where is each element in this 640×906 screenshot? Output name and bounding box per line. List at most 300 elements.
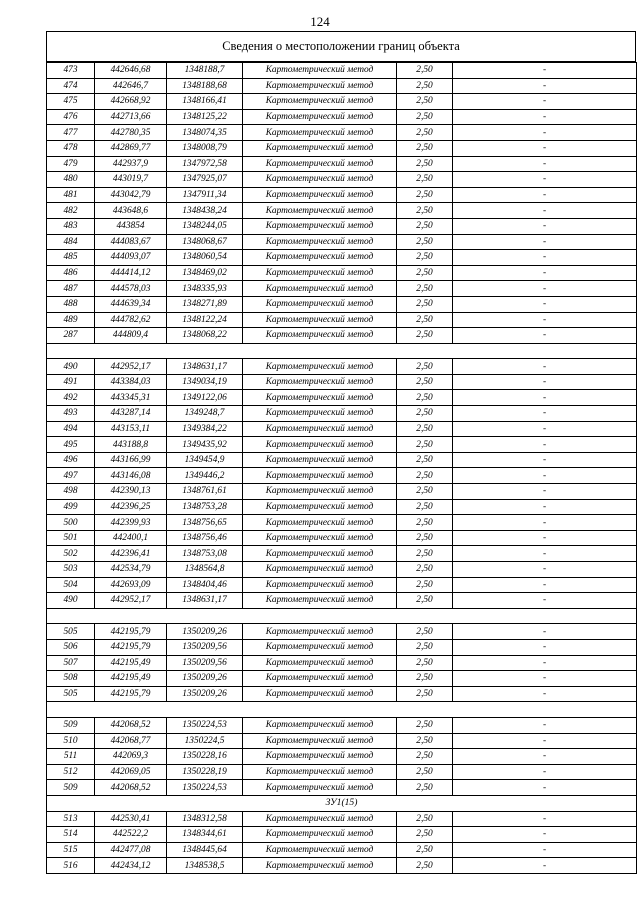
x-coordinate-cell: 442477,08 (95, 842, 167, 858)
note-cell: - (453, 577, 637, 593)
point-number-cell: 478 (47, 140, 95, 156)
y-coordinate-cell: 1348125,22 (167, 109, 243, 125)
table-row (47, 78, 637, 94)
y-coordinate-cell: 1349122,06 (167, 390, 243, 406)
x-coordinate-cell: 444414,12 (95, 265, 167, 281)
point-number-cell: 496 (47, 452, 95, 468)
y-coordinate-cell: 1350224,53 (167, 780, 243, 796)
table-row (47, 374, 637, 390)
accuracy-cell: 2,50 (397, 624, 453, 640)
note-cell: - (453, 593, 637, 609)
method-cell: Картометрический метод (243, 499, 397, 515)
note-cell: - (453, 94, 637, 110)
y-coordinate-cell: 1348312,58 (167, 811, 243, 827)
method-cell: Картометрический метод (243, 733, 397, 749)
x-coordinate-cell: 442396,25 (95, 499, 167, 515)
y-coordinate-cell: 1348753,28 (167, 499, 243, 515)
method-cell: Картометрический метод (243, 811, 397, 827)
note-cell: - (453, 234, 637, 250)
point-number-cell: 500 (47, 515, 95, 531)
method-cell: Картометрический метод (243, 312, 397, 328)
point-number-cell: 497 (47, 468, 95, 484)
y-coordinate-cell: 1348166,41 (167, 94, 243, 110)
accuracy-cell: 2,50 (397, 390, 453, 406)
table-row (47, 63, 637, 79)
point-number-cell: 484 (47, 234, 95, 250)
point-number-cell: 510 (47, 733, 95, 749)
x-coordinate-cell: 442693,09 (95, 577, 167, 593)
table-row (47, 577, 637, 593)
table-row (47, 562, 637, 578)
method-cell: Картометрический метод (243, 530, 397, 546)
note-cell: - (453, 281, 637, 297)
accuracy-cell: 2,50 (397, 156, 453, 172)
y-coordinate-cell: 1350209,56 (167, 655, 243, 671)
y-coordinate-cell: 1347911,34 (167, 187, 243, 203)
table-row (47, 639, 637, 655)
x-coordinate-cell: 442195,79 (95, 639, 167, 655)
note-cell: - (453, 686, 637, 702)
method-cell: Картометрический метод (243, 842, 397, 858)
x-coordinate-cell: 442869,77 (95, 140, 167, 156)
method-cell: Картометрический метод (243, 359, 397, 375)
y-coordinate-cell: 1349384,22 (167, 421, 243, 437)
table-row (47, 140, 637, 156)
point-number-cell: 503 (47, 562, 95, 578)
note-cell: - (453, 780, 637, 796)
method-cell: Картометрический метод (243, 515, 397, 531)
boundary-points-table (46, 62, 637, 874)
method-cell: Картометрический метод (243, 109, 397, 125)
table-row (47, 468, 637, 484)
point-number-cell: 499 (47, 499, 95, 515)
note-cell: - (453, 858, 637, 874)
accuracy-cell: 2,50 (397, 655, 453, 671)
x-coordinate-cell: 443287,14 (95, 406, 167, 422)
x-coordinate-cell: 442780,35 (95, 125, 167, 141)
accuracy-cell: 2,50 (397, 94, 453, 110)
page-number: 124 (310, 14, 330, 29)
y-coordinate-cell: 1348244,05 (167, 218, 243, 234)
point-number-cell: 482 (47, 203, 95, 219)
point-number-cell: 489 (47, 312, 95, 328)
y-coordinate-cell: 1348068,22 (167, 328, 243, 344)
accuracy-cell: 2,50 (397, 359, 453, 375)
point-number-cell: 507 (47, 655, 95, 671)
note-cell: - (453, 187, 637, 203)
note-cell: - (453, 749, 637, 765)
table-row (47, 296, 637, 312)
x-coordinate-cell: 442952,17 (95, 359, 167, 375)
method-cell: Картометрический метод (243, 593, 397, 609)
note-cell: - (453, 296, 637, 312)
point-number-cell: 475 (47, 94, 95, 110)
point-number-cell: 505 (47, 624, 95, 640)
note-cell: - (453, 562, 637, 578)
x-coordinate-cell: 443384,03 (95, 374, 167, 390)
accuracy-cell: 2,50 (397, 530, 453, 546)
point-number-cell: 502 (47, 546, 95, 562)
note-cell: - (453, 312, 637, 328)
note-cell: - (453, 390, 637, 406)
accuracy-cell: 2,50 (397, 639, 453, 655)
x-coordinate-cell: 443153,11 (95, 421, 167, 437)
table-row (47, 250, 637, 266)
accuracy-cell: 2,50 (397, 125, 453, 141)
x-coordinate-cell: 442068,52 (95, 780, 167, 796)
x-coordinate-cell: 443345,31 (95, 390, 167, 406)
accuracy-cell: 2,50 (397, 109, 453, 125)
separator-row (47, 608, 637, 624)
point-number-cell: 495 (47, 437, 95, 453)
note-cell: - (453, 827, 637, 843)
method-cell: Картометрический метод (243, 78, 397, 94)
note-cell: - (453, 78, 637, 94)
accuracy-cell: 2,50 (397, 717, 453, 733)
point-number-cell: 511 (47, 749, 95, 765)
table-row (47, 484, 637, 500)
point-number-cell: 491 (47, 374, 95, 390)
y-coordinate-cell: 1348756,46 (167, 530, 243, 546)
table-row (47, 359, 637, 375)
accuracy-cell: 2,50 (397, 515, 453, 531)
y-coordinate-cell: 1347972,58 (167, 156, 243, 172)
y-coordinate-cell: 1350228,19 (167, 764, 243, 780)
method-cell: Картометрический метод (243, 749, 397, 765)
accuracy-cell: 2,50 (397, 63, 453, 79)
x-coordinate-cell: 442534,79 (95, 562, 167, 578)
point-number-cell: 479 (47, 156, 95, 172)
table-row (47, 842, 637, 858)
method-cell: Картометрический метод (243, 328, 397, 344)
method-cell: Картометрический метод (243, 562, 397, 578)
point-number-cell: 509 (47, 717, 95, 733)
table-row (47, 172, 637, 188)
note-cell: - (453, 733, 637, 749)
point-number-cell: 474 (47, 78, 95, 94)
method-cell: Картометрический метод (243, 94, 397, 110)
note-cell: - (453, 515, 637, 531)
x-coordinate-cell: 443188,8 (95, 437, 167, 453)
point-number-cell: 516 (47, 858, 95, 874)
table-row (47, 328, 637, 344)
note-cell: - (453, 811, 637, 827)
note-cell: - (453, 624, 637, 640)
method-cell: Картометрический метод (243, 764, 397, 780)
accuracy-cell: 2,50 (397, 281, 453, 297)
accuracy-cell: 2,50 (397, 577, 453, 593)
method-cell: Картометрический метод (243, 827, 397, 843)
y-coordinate-cell: 1349248,7 (167, 406, 243, 422)
point-number-cell: 509 (47, 780, 95, 796)
x-coordinate-cell: 442713,66 (95, 109, 167, 125)
method-cell: Картометрический метод (243, 484, 397, 500)
table-row (47, 733, 637, 749)
point-number-cell: 492 (47, 390, 95, 406)
accuracy-cell: 2,50 (397, 234, 453, 250)
accuracy-cell: 2,50 (397, 218, 453, 234)
x-coordinate-cell: 442399,93 (95, 515, 167, 531)
y-coordinate-cell: 1348756,65 (167, 515, 243, 531)
point-number-cell: 487 (47, 281, 95, 297)
method-cell: Картометрический метод (243, 437, 397, 453)
x-coordinate-cell: 442530,41 (95, 811, 167, 827)
table-row (47, 593, 637, 609)
accuracy-cell: 2,50 (397, 562, 453, 578)
accuracy-cell: 2,50 (397, 733, 453, 749)
y-coordinate-cell: 1348188,7 (167, 63, 243, 79)
x-coordinate-cell: 443166,99 (95, 452, 167, 468)
x-coordinate-cell: 442952,17 (95, 593, 167, 609)
point-number-cell: 493 (47, 406, 95, 422)
note-cell: - (453, 639, 637, 655)
note-cell: - (453, 764, 637, 780)
x-coordinate-cell: 443648,6 (95, 203, 167, 219)
x-coordinate-cell: 442068,52 (95, 717, 167, 733)
accuracy-cell: 2,50 (397, 686, 453, 702)
note-cell: - (453, 406, 637, 422)
method-cell: Картометрический метод (243, 686, 397, 702)
section-header-row (47, 795, 637, 811)
note-cell: - (453, 468, 637, 484)
x-coordinate-cell: 442646,68 (95, 63, 167, 79)
x-coordinate-cell: 443854 (95, 218, 167, 234)
table-row (47, 827, 637, 843)
x-coordinate-cell: 444083,67 (95, 234, 167, 250)
method-cell: Картометрический метод (243, 390, 397, 406)
y-coordinate-cell: 1348631,17 (167, 593, 243, 609)
x-coordinate-cell: 442434,12 (95, 858, 167, 874)
table-row (47, 780, 637, 796)
x-coordinate-cell: 444782,62 (95, 312, 167, 328)
table-row (47, 234, 637, 250)
x-coordinate-cell: 442195,79 (95, 624, 167, 640)
accuracy-cell: 2,50 (397, 671, 453, 687)
table-row (47, 437, 637, 453)
point-number-cell: 481 (47, 187, 95, 203)
point-number-cell: 287 (47, 328, 95, 344)
x-coordinate-cell: 444093,07 (95, 250, 167, 266)
accuracy-cell: 2,50 (397, 374, 453, 390)
point-number-cell: 513 (47, 811, 95, 827)
point-number-cell: 498 (47, 484, 95, 500)
x-coordinate-cell: 442195,79 (95, 686, 167, 702)
accuracy-cell: 2,50 (397, 312, 453, 328)
method-cell: Картометрический метод (243, 250, 397, 266)
y-coordinate-cell: 1348068,67 (167, 234, 243, 250)
method-cell: Картометрический метод (243, 717, 397, 733)
method-cell: Картометрический метод (243, 624, 397, 640)
x-coordinate-cell: 443042,79 (95, 187, 167, 203)
note-cell: - (453, 109, 637, 125)
accuracy-cell: 2,50 (397, 328, 453, 344)
accuracy-cell: 2,50 (397, 593, 453, 609)
point-number-cell: 515 (47, 842, 95, 858)
accuracy-cell: 2,50 (397, 437, 453, 453)
note-cell: - (453, 421, 637, 437)
y-coordinate-cell: 1348335,93 (167, 281, 243, 297)
method-cell: Картометрический метод (243, 281, 397, 297)
point-number-cell: 512 (47, 764, 95, 780)
note-cell: - (453, 717, 637, 733)
table-row (47, 515, 637, 531)
accuracy-cell: 2,50 (397, 140, 453, 156)
note-cell: - (453, 172, 637, 188)
note-cell: - (453, 156, 637, 172)
y-coordinate-cell: 1350209,26 (167, 671, 243, 687)
y-coordinate-cell: 1348404,46 (167, 577, 243, 593)
y-coordinate-cell: 1350209,26 (167, 624, 243, 640)
y-coordinate-cell: 1347925,07 (167, 172, 243, 188)
table-row (47, 686, 637, 702)
y-coordinate-cell: 1349435,92 (167, 437, 243, 453)
separator-cell (47, 608, 637, 624)
y-coordinate-cell: 1350228,16 (167, 749, 243, 765)
table-row (47, 125, 637, 141)
point-number-cell: 486 (47, 265, 95, 281)
method-cell: Картометрический метод (243, 468, 397, 484)
table-row (47, 406, 637, 422)
y-coordinate-cell: 1349454,9 (167, 452, 243, 468)
note-cell: - (453, 125, 637, 141)
x-coordinate-cell: 444809,4 (95, 328, 167, 344)
table-row (47, 655, 637, 671)
table-row (47, 858, 637, 874)
y-coordinate-cell: 1348344,61 (167, 827, 243, 843)
point-number-cell: 494 (47, 421, 95, 437)
x-coordinate-cell: 442195,49 (95, 655, 167, 671)
y-coordinate-cell: 1348438,24 (167, 203, 243, 219)
accuracy-cell: 2,50 (397, 468, 453, 484)
method-cell: Картометрический метод (243, 172, 397, 188)
note-cell: - (453, 842, 637, 858)
note-cell: - (453, 203, 637, 219)
separator-cell (47, 343, 637, 359)
accuracy-cell: 2,50 (397, 811, 453, 827)
x-coordinate-cell: 442937,9 (95, 156, 167, 172)
table-row (47, 281, 637, 297)
method-cell: Картометрический метод (243, 639, 397, 655)
accuracy-cell: 2,50 (397, 406, 453, 422)
note-cell: - (453, 499, 637, 515)
accuracy-cell: 2,50 (397, 749, 453, 765)
x-coordinate-cell: 442396,41 (95, 546, 167, 562)
y-coordinate-cell: 1349446,2 (167, 468, 243, 484)
method-cell: Картометрический метод (243, 125, 397, 141)
table-row (47, 421, 637, 437)
accuracy-cell: 2,50 (397, 296, 453, 312)
table-row (47, 811, 637, 827)
note-cell: - (453, 359, 637, 375)
point-number-cell: 488 (47, 296, 95, 312)
note-cell: - (453, 530, 637, 546)
y-coordinate-cell: 1350209,26 (167, 686, 243, 702)
note-cell: - (453, 374, 637, 390)
table-row (47, 671, 637, 687)
table-row (47, 390, 637, 406)
method-cell: Картометрический метод (243, 452, 397, 468)
method-cell: Картометрический метод (243, 421, 397, 437)
note-cell: - (453, 437, 637, 453)
x-coordinate-cell: 443019,7 (95, 172, 167, 188)
y-coordinate-cell: 1350209,56 (167, 639, 243, 655)
method-cell: Картометрический метод (243, 780, 397, 796)
accuracy-cell: 2,50 (397, 452, 453, 468)
method-cell: Картометрический метод (243, 187, 397, 203)
method-cell: Картометрический метод (243, 203, 397, 219)
note-cell: - (453, 265, 637, 281)
accuracy-cell: 2,50 (397, 858, 453, 874)
note-cell: - (453, 655, 637, 671)
accuracy-cell: 2,50 (397, 172, 453, 188)
separator-cell (47, 702, 637, 718)
x-coordinate-cell: 442068,77 (95, 733, 167, 749)
y-coordinate-cell: 1348753,08 (167, 546, 243, 562)
y-coordinate-cell: 1348538,5 (167, 858, 243, 874)
note-cell: - (453, 452, 637, 468)
point-number-cell: 506 (47, 639, 95, 655)
x-coordinate-cell: 442668,92 (95, 94, 167, 110)
y-coordinate-cell: 1348631,17 (167, 359, 243, 375)
accuracy-cell: 2,50 (397, 764, 453, 780)
x-coordinate-cell: 444639,34 (95, 296, 167, 312)
table-row (47, 312, 637, 328)
point-number-cell: 490 (47, 359, 95, 375)
separator-row (47, 343, 637, 359)
table-row (47, 546, 637, 562)
point-number-cell: 476 (47, 109, 95, 125)
y-coordinate-cell: 1348060,54 (167, 250, 243, 266)
table-row (47, 717, 637, 733)
point-number-cell: 514 (47, 827, 95, 843)
x-coordinate-cell: 444578,03 (95, 281, 167, 297)
accuracy-cell: 2,50 (397, 187, 453, 203)
accuracy-cell: 2,50 (397, 827, 453, 843)
y-coordinate-cell: 1348761,61 (167, 484, 243, 500)
x-coordinate-cell: 442400,1 (95, 530, 167, 546)
section-label: ЗУ1(15) (47, 795, 637, 811)
table-row (47, 530, 637, 546)
accuracy-cell: 2,50 (397, 842, 453, 858)
table-row (47, 94, 637, 110)
accuracy-cell: 2,50 (397, 546, 453, 562)
table-row (47, 624, 637, 640)
y-coordinate-cell: 1348074,35 (167, 125, 243, 141)
boundary-table-frame (46, 31, 636, 874)
method-cell: Картометрический метод (243, 296, 397, 312)
table-body (47, 63, 637, 874)
accuracy-cell: 2,50 (397, 265, 453, 281)
table-row (47, 499, 637, 515)
note-cell: - (453, 218, 637, 234)
table-row (47, 452, 637, 468)
y-coordinate-cell: 1348008,79 (167, 140, 243, 156)
point-number-cell: 504 (47, 577, 95, 593)
point-number-cell: 490 (47, 593, 95, 609)
method-cell: Картометрический метод (243, 156, 397, 172)
method-cell: Картометрический метод (243, 218, 397, 234)
table-row (47, 156, 637, 172)
method-cell: Картометрический метод (243, 858, 397, 874)
point-number-cell: 473 (47, 63, 95, 79)
method-cell: Картометрический метод (243, 546, 397, 562)
table-title: Сведения о местоположении границ объекта (46, 31, 636, 62)
method-cell: Картометрический метод (243, 374, 397, 390)
y-coordinate-cell: 1348445,64 (167, 842, 243, 858)
note-cell: - (453, 328, 637, 344)
accuracy-cell: 2,50 (397, 484, 453, 500)
method-cell: Картометрический метод (243, 655, 397, 671)
